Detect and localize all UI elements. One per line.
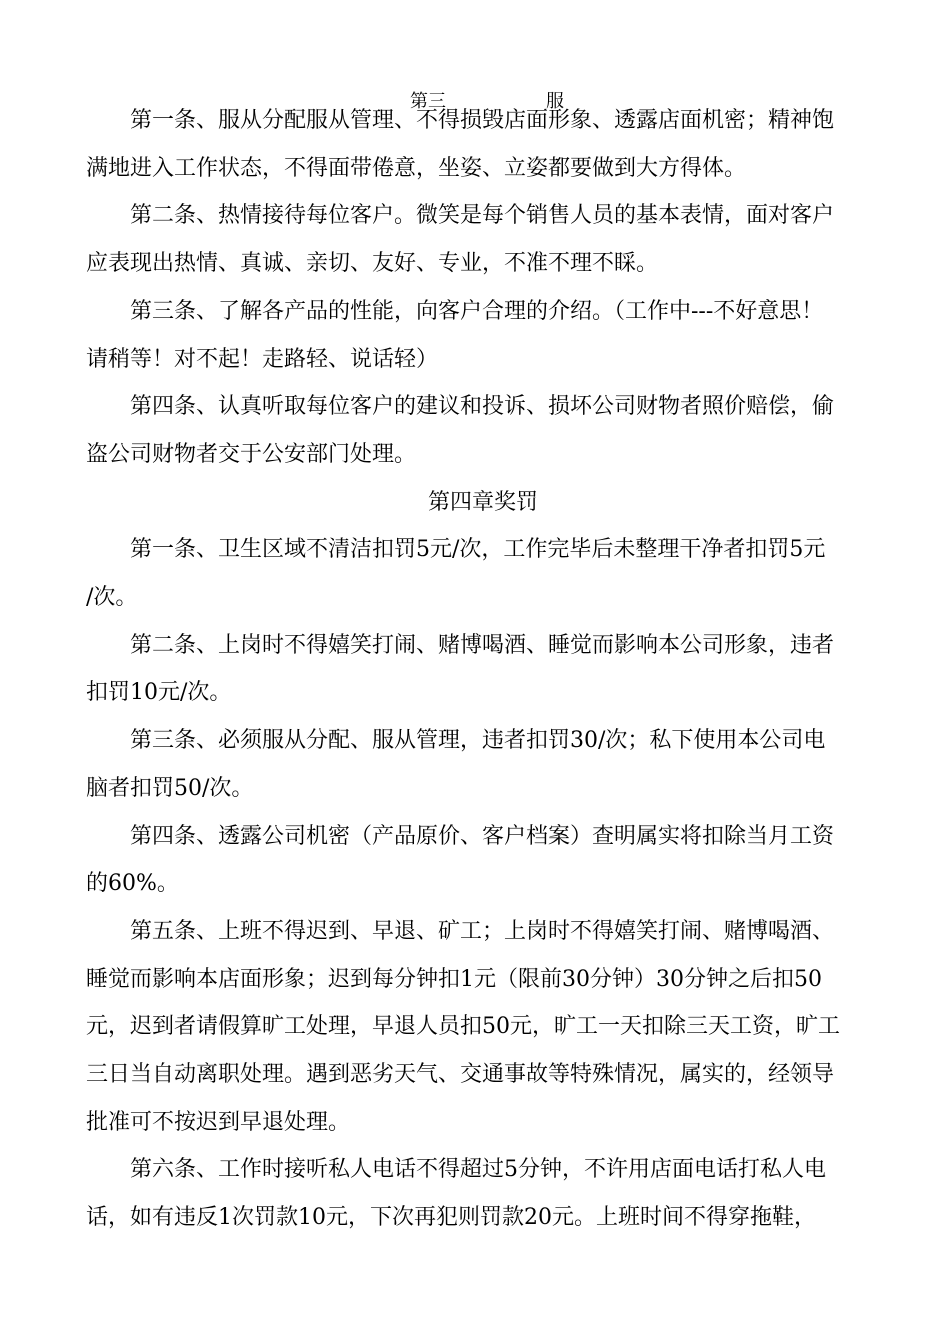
section-3-rules (86, 97, 856, 479)
paragraph-line: 第一条、卫生区域不清洁扣罚5元/次，工作完毕后未整理干净者扣罚5元 (130, 537, 826, 563)
section-4-article-5 (86, 908, 856, 1147)
section-4-rewards-penalties (86, 526, 856, 1242)
section-3-article-1 (86, 97, 856, 192)
paragraph-line: 应表现出热情、真诚、亲切、友好、专业，不准不理不睬。 (86, 251, 659, 277)
paragraph-line: /次。 (86, 585, 138, 611)
paragraph-line: 第五条、上班不得迟到、早退、矿工；上岗时不得嬉笑打闹、赌博喝酒、 (130, 918, 835, 944)
paragraph-line: 扣罚10元/次。 (86, 680, 232, 706)
paragraph-line: 话，如有违反1次罚款10元，下次再犯则罚款20元。上班时间不得穿拖鞋， (86, 1205, 816, 1231)
paragraph-line: 元，迟到者请假算旷工处理，早退人员扣50元，旷工一天扣除三天工资，旷工 (86, 1014, 840, 1040)
document-body (86, 97, 856, 1242)
paragraph-line: 第六条、工作时接听私人电话不得超过5分钟，不许用店面电话打私人电 (130, 1157, 826, 1183)
section-3-article-4 (86, 383, 856, 478)
paragraph-line: 第四条、认真听取每位客户的建议和投诉、损坏公司财物者照价赔偿，偷 (130, 394, 835, 420)
section-4-article-3 (86, 717, 856, 812)
chapter-4-title: 第四章奖罚 (427, 489, 538, 515)
paragraph-line: 睡觉而影响本店面形象；迟到每分钟扣1元（限前30分钟）30分钟之后扣50 (86, 966, 822, 992)
section-3-article-2 (86, 192, 856, 287)
section-4-article-6 (86, 1146, 856, 1241)
paragraph-line: 脑者扣罚50/次。 (86, 775, 254, 801)
section-4-article-2 (86, 622, 856, 717)
paragraph-line: 第一条、服从分配服从管理、不得损毁店面形象、透露店面机密；精神饱 (130, 108, 835, 133)
paragraph-line: 第二条、热情接待每位客户。微笑是每个销售人员的基本表情，面对客户 (130, 203, 835, 229)
paragraph-line: 的60%。 (86, 871, 179, 897)
paragraph-line: 三日当自动离职处理。遇到恶劣天气、交通事故等特殊情况，属实的，经领导 (86, 1062, 835, 1088)
paragraph-line: 批准可不按迟到早退处理。 (86, 1109, 351, 1135)
section-3-article-3 (86, 288, 856, 383)
paragraph-line: 第二条、上岗时不得嬉笑打闹、赌博喝酒、睡觉而影响本公司形象，违者 (130, 632, 835, 658)
paragraph-line: 盗公司财物者交于公安部门处理。 (86, 441, 417, 467)
paragraph-line: 第三条、必须服从分配、服从管理，违者扣罚30/次；私下使用本公司电 (130, 728, 826, 754)
paragraph-line: 请稍等！对不起！走路轻、说话轻） (86, 346, 439, 372)
paragraph-line: 满地进入工作状态，不得面带倦意，坐姿、立姿都要做到大方得体。 (86, 155, 747, 181)
chapter-header-left: 第三 (410, 91, 446, 112)
section-4-article-1 (86, 526, 856, 621)
chapter-header-right: 服 (546, 91, 564, 112)
paragraph-line: 第四条、透露公司机密（产品原价、客户档案）查明属实将扣除当月工资 (130, 823, 835, 849)
paragraph-line: 第三条、了解各产品的性能，向客户合理的介绍。（工作中---不好意思！ (130, 298, 824, 324)
section-4-article-4 (86, 813, 856, 908)
